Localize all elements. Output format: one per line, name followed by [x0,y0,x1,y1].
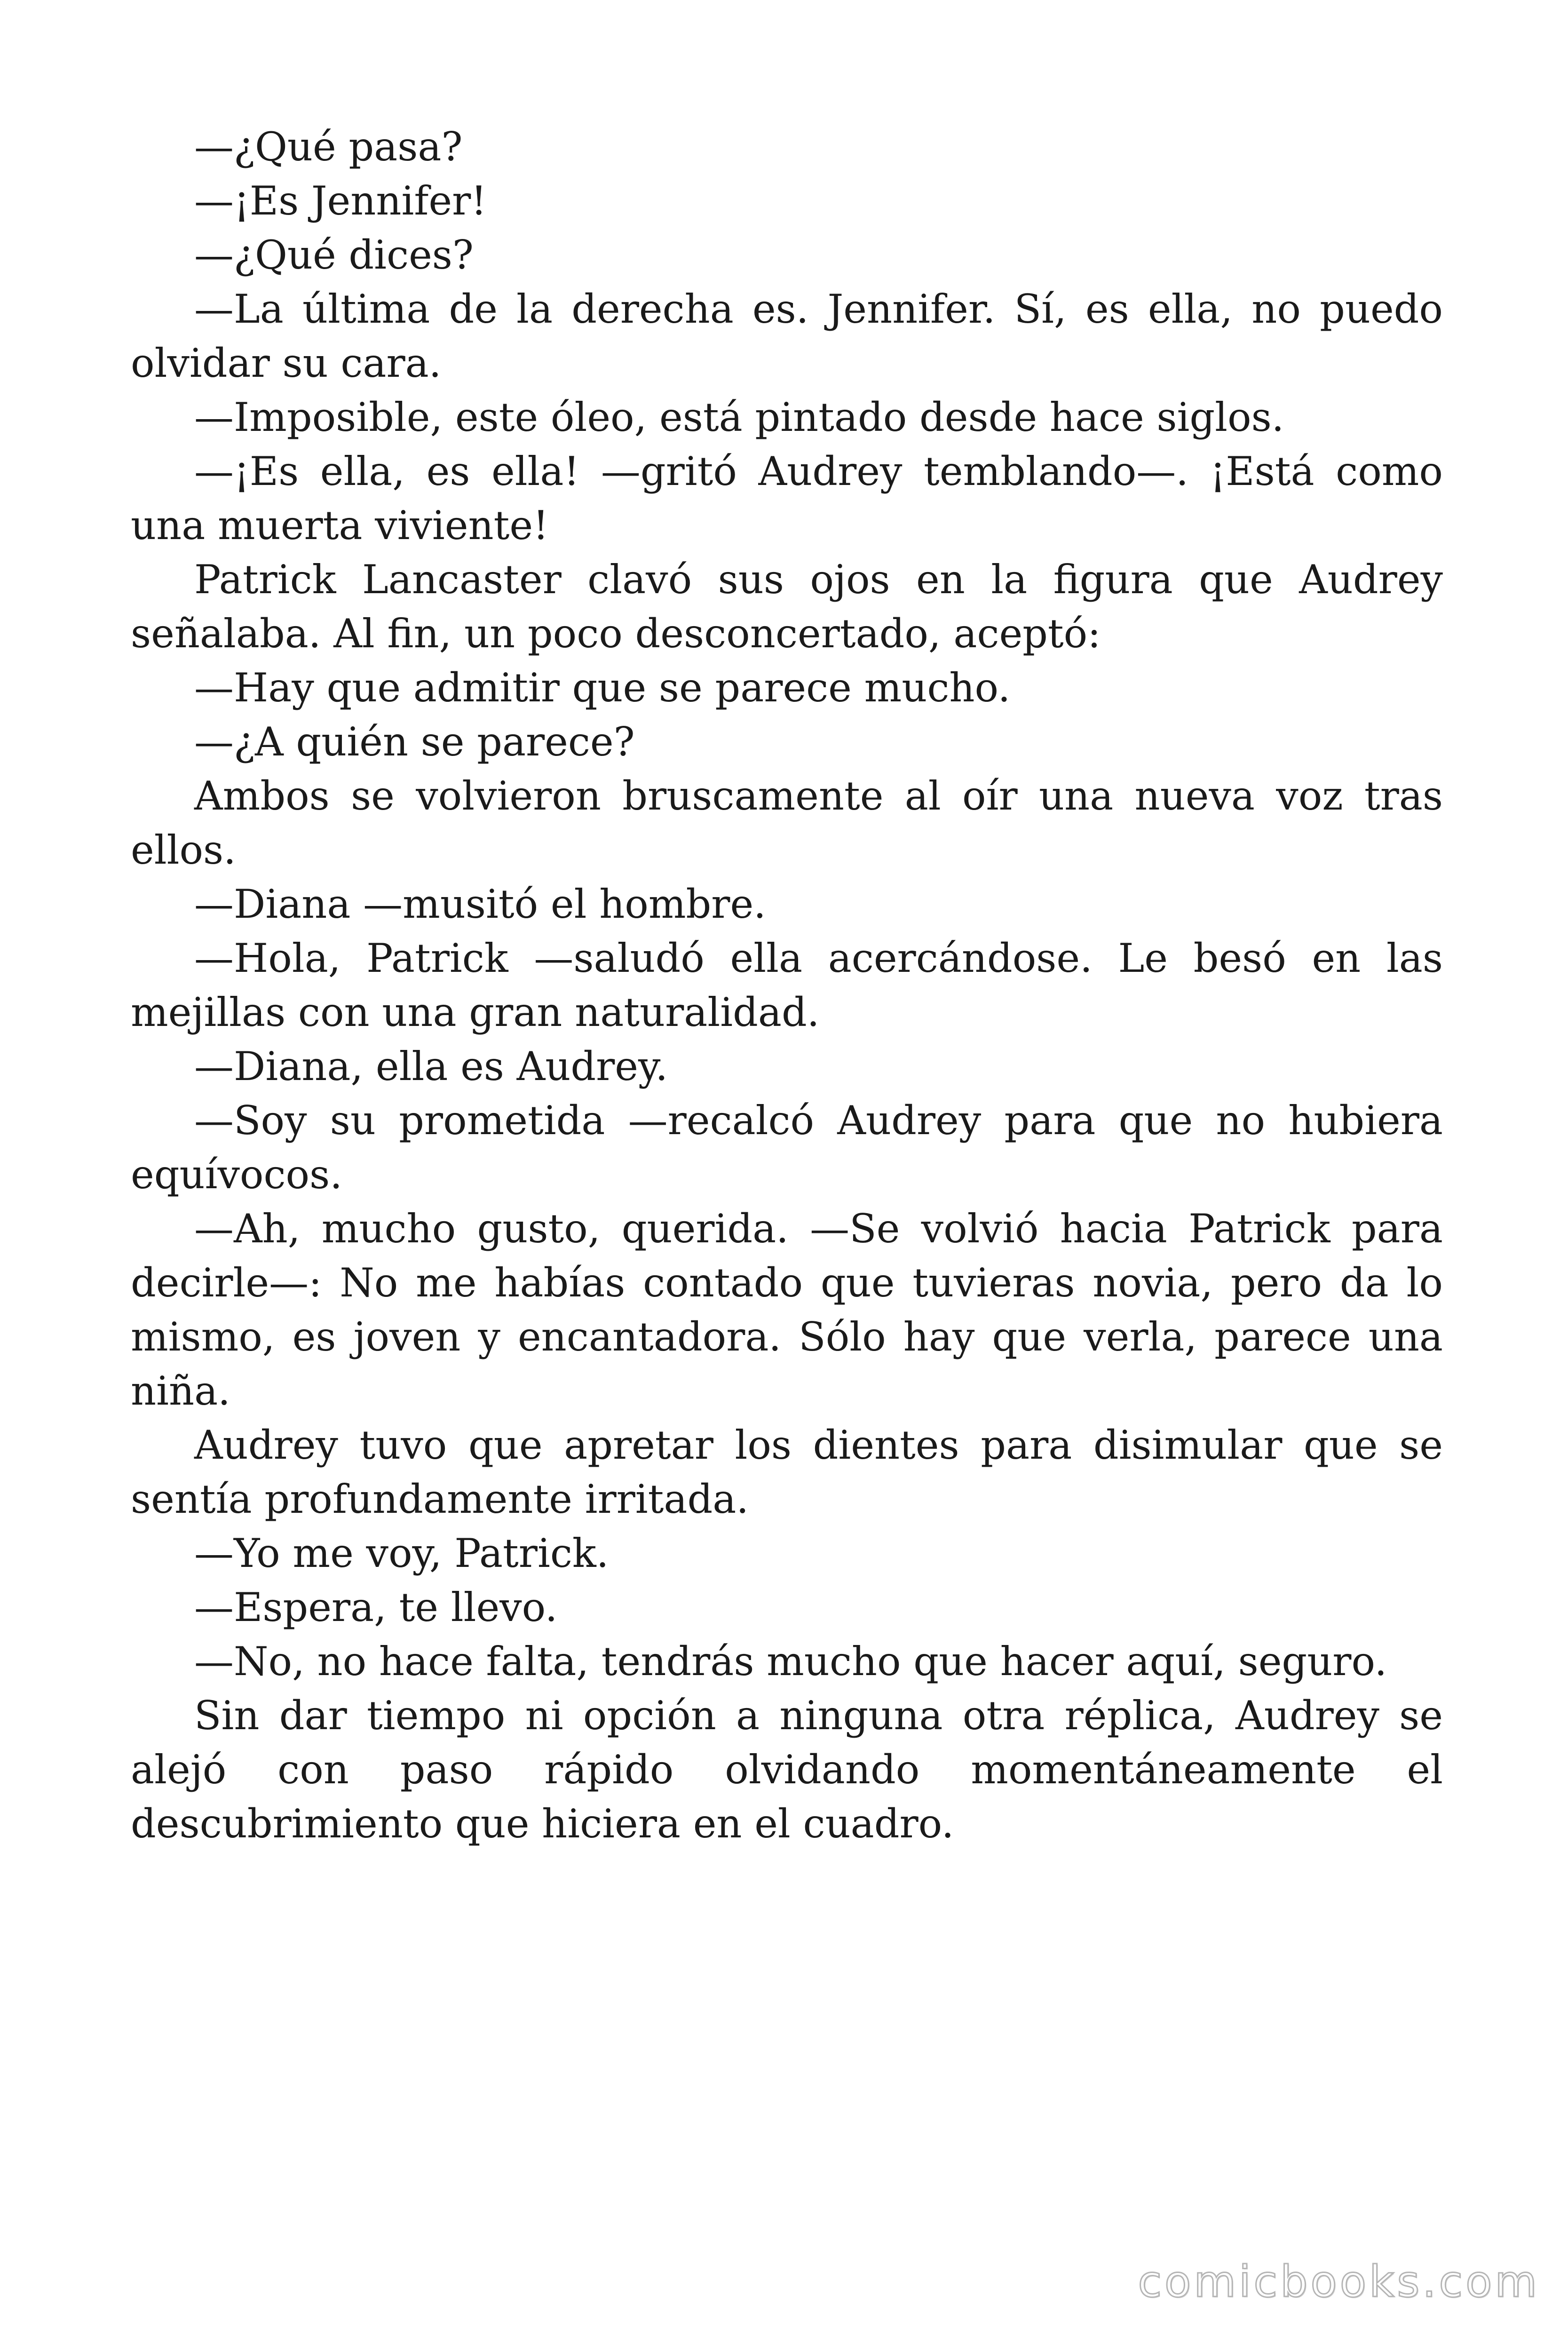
paragraph-19: —No, no hace falta, tendrás mucho que hacer aquí, seguro. [194,1638,1387,1685]
paragraph-10: Ambos se volvieron bruscamente al oír una nueva voz tras ellos. [131,773,1443,873]
paragraph-11: —Diana —musitó el hombre. [194,881,766,927]
paragraph-15: —Ah, mucho gusto, querida. —Se volvió hacia Patrick para decirle—: No me habías contado que tuvieras novia, pero da lo mismo, es joven y encantadora. Sólo hay que verla, parece una niña. [131,1206,1443,1414]
paragraph-18: —Espera, te llevo. [194,1584,558,1630]
paragraph-16: Audrey tuvo que apretar los dientes para disimular que se sentía profundamente irritada. [131,1422,1443,1522]
paragraph-9: —¿A quién se parece? [194,719,635,765]
paragraph-13: —Diana, ella es Audrey. [194,1043,668,1089]
paragraph-7: Patrick Lancaster clavó sus ojos en la figura que Audrey señalaba. Al fin, un poco desconcertado, aceptó: [131,556,1443,657]
paragraph-8: —Hay que admitir que se parece mucho. [194,665,1011,711]
paragraph-6: —¡Es ella, es ella! —gritó Audrey temblando—. ¡Está como una muerta viviente! [131,448,1443,548]
paragraph-3: —¿Qué dices? [194,232,474,278]
paragraph-20: Sin dar tiempo ni opción a ninguna otra réplica, Audrey se alejó con paso rápido olvidando momentáneamente el descubrimiento que hiciera en el cuadro. [131,1692,1443,1847]
paragraph-5: —Imposible, este óleo, está pintado desde hace siglos. [194,394,1284,440]
paragraph-14: —Soy su prometida —recalcó Audrey para que no hubiera equívocos. [131,1097,1443,1198]
paragraph-2: —¡Es Jennifer! [194,178,487,224]
watermark: comicbooks.com [1138,2257,1540,2307]
paragraph-4: —La última de la derecha es. Jennifer. Sí, es ella, no puedo olvidar su cara. [131,286,1443,386]
page-text [131,120,1443,1851]
paragraph-12: —Hola, Patrick —saludó ella acercándose. Le besó en las mejillas con una gran naturalidad. [131,935,1443,1035]
paragraph-1: —¿Qué pasa? [194,124,463,170]
paragraph-17: —Yo me voy, Patrick. [194,1530,609,1576]
